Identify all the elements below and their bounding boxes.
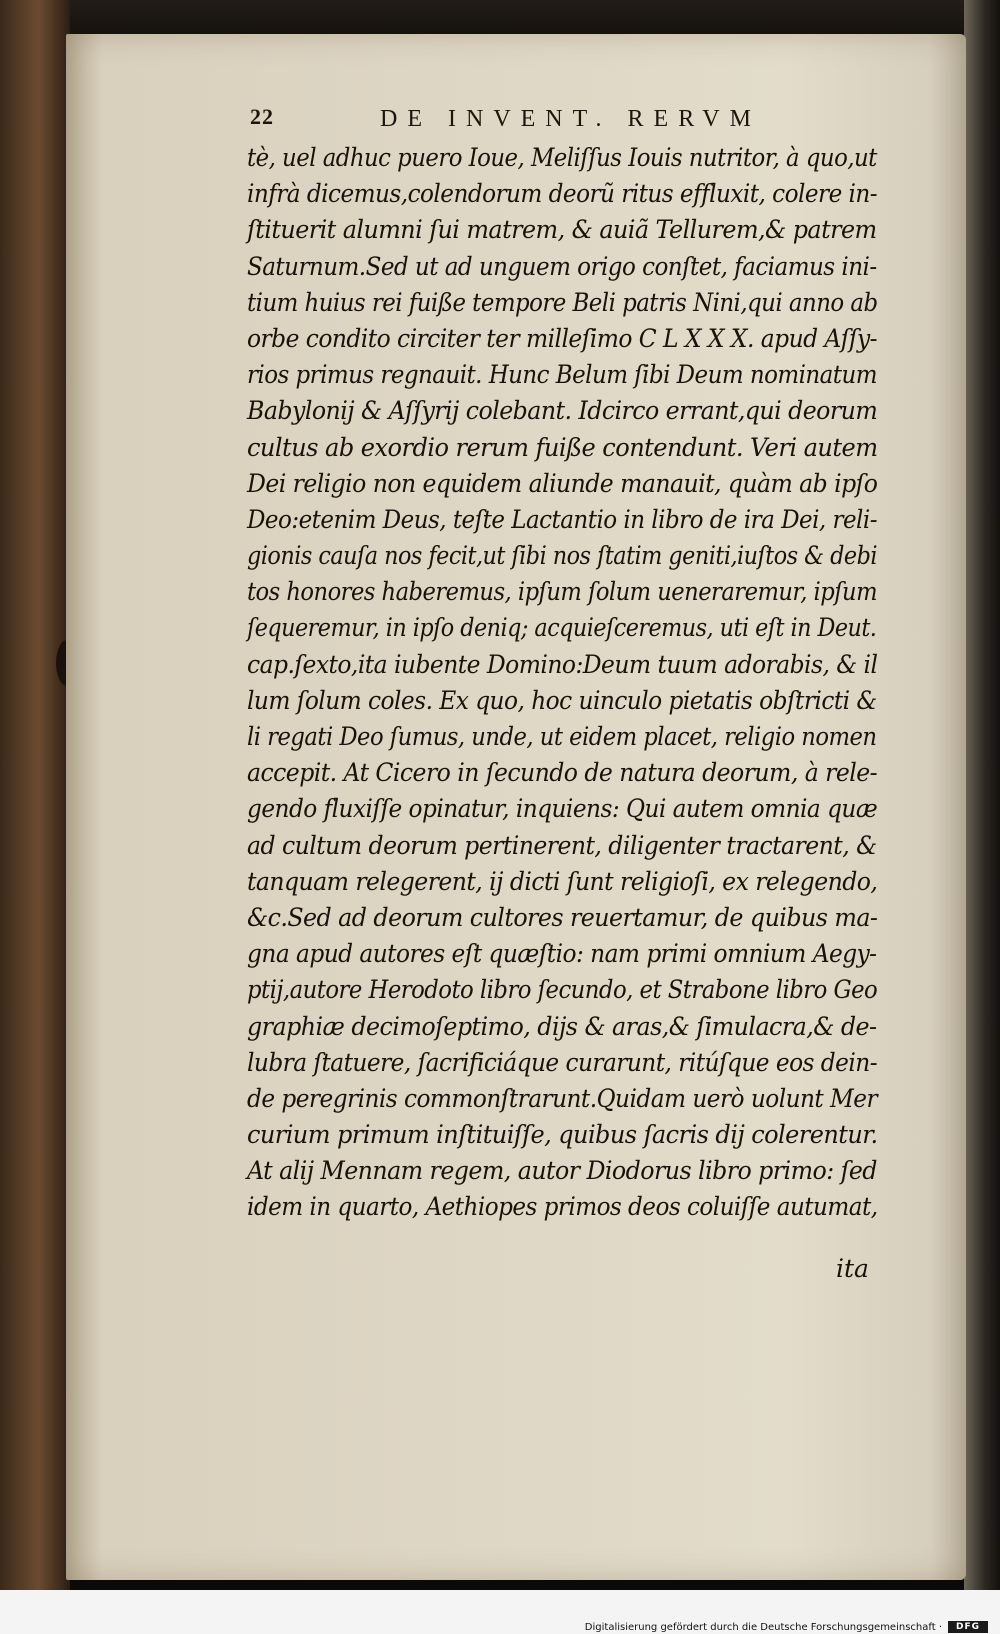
text-line: ſequeremur, in ipſo deniq; acquieſceremus, uti eſt in Deut. [247,613,877,644]
text-line: Saturnum.Sed ut ad unguem origo conſtet, faciamus ini- [247,251,877,282]
text-line: curium primum inſtituiſſe, quibus ſacris dij colerentur. [247,1120,878,1151]
text-line: orbe condito circiter ter milleſimo C L X X X. apud Aſſy- [247,323,878,354]
text-line: rios primus regnauit. Hunc Belum ſibi Deum nominatum [247,360,877,391]
text-line: At alij Mennam regem, autor Diodorus libro primo: ſed [247,1156,877,1187]
text-line: accepit. At Cicero in ſecundo de natura deorum, à rele- [247,758,878,789]
body-text [247,140,887,1226]
text-line: gendo fluxiſſe opinatur, inquiens: Qui autem omnia quæ [247,794,878,825]
running-title: DE INVENT. RERVM [380,106,761,132]
text-line: tium huius rei fuiße tempore Beli patris Nini,qui anno ab [247,287,878,318]
text-line: &c.Sed ad deorum cultores reuertamur, de quibus ma- [247,902,878,933]
digitization-credit: Digitalisierung gefördert durch die Deutsche Forschungsgemeinschaft · [584,1622,942,1633]
text-line: cultus ab exordio rerum fuiße contendunt. Veri autem [247,432,878,463]
text-line: lum ſolum coles. Ex quo, hoc uinculo pietatis obſtricti & [247,685,877,716]
text-line: cap.ſexto,ita iubente Domino:Deum tuum adorabis, & il [247,649,878,680]
text-line: infrà dicemus,colendorum deorũ ritus effluxit, colere in- [247,179,878,210]
text-line: de peregrinis commonſtrarunt.Quidam uerò uolunt Mer [247,1083,878,1114]
page-number: 22 [250,104,274,129]
text-line: li regati Deo ſumus, unde, ut eidem placet, religio nomen [247,722,877,752]
book-page-edge [964,0,1000,1590]
book-binding-edge [0,0,70,1590]
text-line: gionis cauſa nos fecit,ut ſibi nos ſtatim geniti,iuſtos & debi [247,541,877,572]
text-line: ad cultum deorum pertinerent, diligenter tractarent, & [247,830,877,861]
text-line: Babylonij & Aſſyrij colebant. Idcirco errant,qui deorum [247,396,878,427]
text-line: ptij,autore Herodoto libro ſecundo, et Strabone libro Geo [247,975,878,1006]
text-line: ſtituerit alumni ſui matrem, & auiã Tellurem,& patrem [247,215,877,246]
text-line: graphiæ decimoſeptimo, dijs & aras,& ſimulacra,& de- [247,1011,877,1042]
text-line: tos honores haberemus, ipſum ſolum ueneraremur, ipſum [247,577,878,608]
dfg-logo: DFG [948,1621,988,1633]
text-line: tanquam relegerent, ij dicti ſunt religioſi, ex relegendo, [247,866,878,897]
text-line: tè, uel adhuc puero Ioue, Meliſſus Iouis nutritor, à quo,ut [247,143,877,173]
scan-background-top [0,0,1000,36]
text-line: idem in quarto, Aethiopes primos deos coluiſſe autumat, [247,1192,878,1223]
text-line: lubra ſtatuere, ſacrificiáque curarunt, ritúſque eos dein- [247,1047,878,1078]
text-line: Dei religio non equidem aliunde manauit, quàm ab ipſo [247,468,878,499]
text-line: gna apud autores eſt quæſtio: nam primi omnium Aegy- [247,939,877,970]
text-line: Deo:etenim Deus, teſte Lactantio in libro de ira Dei, reli- [247,504,877,535]
catchword: ita [836,1254,869,1283]
